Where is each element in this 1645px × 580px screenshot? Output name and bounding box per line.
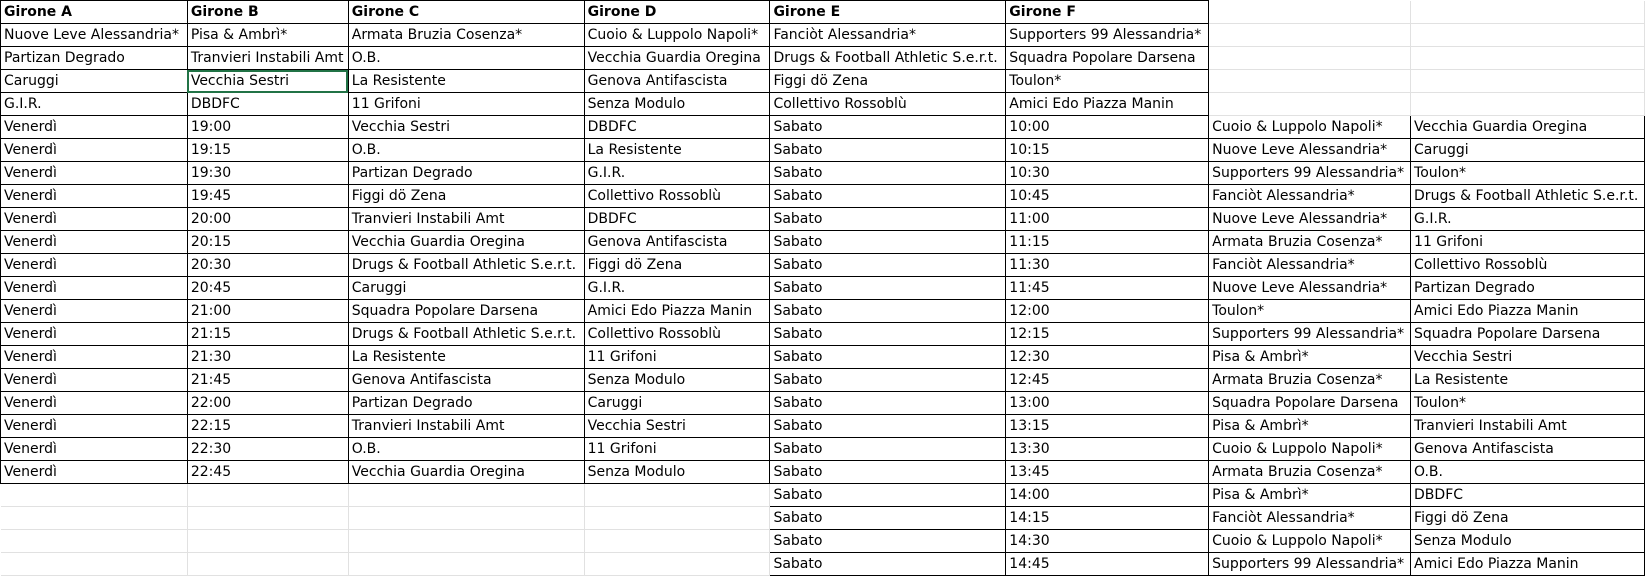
saturday-team-cell[interactable]: La Resistente xyxy=(1411,369,1645,392)
cell[interactable] xyxy=(1,530,188,553)
saturday-time-cell[interactable]: 14:30 xyxy=(1006,530,1209,553)
group-team-cell[interactable]: Senza Modulo xyxy=(584,93,770,116)
saturday-day-cell[interactable]: Sabato xyxy=(770,553,1006,576)
friday-team-cell[interactable]: 11 Grifoni xyxy=(584,346,770,369)
sheet-row xyxy=(1,392,1645,415)
saturday-team-cell[interactable]: DBDFC xyxy=(1411,484,1645,507)
cell[interactable] xyxy=(187,484,348,507)
sheet-row xyxy=(1,346,1645,369)
selected-cell[interactable]: Vecchia Sestri xyxy=(187,70,348,93)
sheet-row xyxy=(1,162,1645,185)
group-team-cell[interactable]: Figgi dö Zena xyxy=(770,70,1006,93)
friday-team-cell[interactable]: Senza Modulo xyxy=(584,369,770,392)
friday-day-cell[interactable]: Venerdì xyxy=(1,369,188,392)
saturday-day-cell[interactable]: Sabato xyxy=(770,484,1006,507)
group-team-cell[interactable]: Tranvieri Instabili Amt xyxy=(187,47,348,70)
saturday-time-cell[interactable]: 13:45 xyxy=(1006,461,1209,484)
friday-day-cell[interactable]: Venerdì xyxy=(1,208,188,231)
cell[interactable] xyxy=(584,484,770,507)
saturday-team-cell[interactable]: Nuove Leve Alessandria* xyxy=(1209,139,1411,162)
friday-day-cell[interactable]: Venerdì xyxy=(1,461,188,484)
saturday-team-cell[interactable]: Armata Bruzia Cosenza* xyxy=(1209,461,1411,484)
sheet-row xyxy=(1,24,1645,47)
saturday-team-cell[interactable]: Squadra Popolare Darsena xyxy=(1411,323,1645,346)
sheet-row xyxy=(1,484,1645,507)
friday-team-cell[interactable]: Collettivo Rossoblù xyxy=(584,185,770,208)
cell[interactable] xyxy=(1,507,188,530)
group-team-cell[interactable]: Squadra Popolare Darsena xyxy=(1006,47,1209,70)
sheet-row xyxy=(1,139,1645,162)
cell[interactable] xyxy=(1209,24,1411,47)
friday-time-cell[interactable]: 21:00 xyxy=(187,300,348,323)
sheet-row xyxy=(1,507,1645,530)
friday-time-cell[interactable]: 19:30 xyxy=(187,162,348,185)
friday-team-cell[interactable]: Tranvieri Instabili Amt xyxy=(348,415,584,438)
friday-team-cell[interactable]: Collettivo Rossoblù xyxy=(584,323,770,346)
friday-day-cell[interactable]: Venerdì xyxy=(1,438,188,461)
friday-time-cell[interactable]: 22:15 xyxy=(187,415,348,438)
friday-team-cell[interactable]: 11 Grifoni xyxy=(584,438,770,461)
saturday-day-cell[interactable]: Sabato xyxy=(770,185,1006,208)
saturday-day-cell[interactable]: Sabato xyxy=(770,346,1006,369)
friday-team-cell[interactable]: Genova Antifascista xyxy=(584,231,770,254)
saturday-team-cell[interactable]: Amici Edo Piazza Manin xyxy=(1411,300,1645,323)
cell[interactable] xyxy=(187,507,348,530)
friday-team-cell[interactable]: O.B. xyxy=(348,438,584,461)
cell[interactable] xyxy=(348,507,584,530)
cell[interactable] xyxy=(1411,1,1645,24)
saturday-team-cell[interactable]: Amici Edo Piazza Manin xyxy=(1411,553,1645,576)
cell[interactable] xyxy=(1411,70,1645,93)
cell[interactable] xyxy=(1209,1,1411,24)
saturday-team-cell[interactable]: Drugs & Football Athletic S.e.r.t. xyxy=(1411,185,1645,208)
sheet-row xyxy=(1,277,1645,300)
sheet-row xyxy=(1,553,1645,576)
group-header-cell[interactable]: Girone D xyxy=(584,1,770,24)
saturday-team-cell[interactable]: Toulon* xyxy=(1411,392,1645,415)
sheet-row xyxy=(1,70,1645,93)
cell[interactable] xyxy=(584,507,770,530)
saturday-team-cell[interactable]: Partizan Degrado xyxy=(1411,277,1645,300)
cell[interactable] xyxy=(1411,47,1645,70)
group-header-cell[interactable]: Girone E xyxy=(770,1,1006,24)
cell[interactable] xyxy=(1411,93,1645,116)
friday-team-cell[interactable]: Vecchia Sestri xyxy=(584,415,770,438)
saturday-day-cell[interactable]: Sabato xyxy=(770,139,1006,162)
saturday-day-cell[interactable]: Sabato xyxy=(770,415,1006,438)
saturday-time-cell[interactable]: 10:45 xyxy=(1006,185,1209,208)
friday-time-cell[interactable]: 21:45 xyxy=(187,369,348,392)
friday-team-cell[interactable]: Caruggi xyxy=(584,392,770,415)
sheet-row xyxy=(1,530,1645,553)
cell[interactable] xyxy=(584,553,770,576)
friday-team-cell[interactable]: Figgi dö Zena xyxy=(584,254,770,277)
friday-day-cell[interactable]: Venerdì xyxy=(1,185,188,208)
saturday-time-cell[interactable]: 13:30 xyxy=(1006,438,1209,461)
cell[interactable] xyxy=(1411,24,1645,47)
saturday-team-cell[interactable]: G.I.R. xyxy=(1411,208,1645,231)
saturday-team-cell[interactable]: Toulon* xyxy=(1209,300,1411,323)
cell[interactable] xyxy=(1,553,188,576)
friday-day-cell[interactable]: Venerdì xyxy=(1,415,188,438)
friday-time-cell[interactable]: 20:45 xyxy=(187,277,348,300)
saturday-day-cell[interactable]: Sabato xyxy=(770,277,1006,300)
saturday-team-cell[interactable]: Fanciòt Alessandria* xyxy=(1209,254,1411,277)
saturday-day-cell[interactable]: Sabato xyxy=(770,369,1006,392)
friday-team-cell[interactable]: O.B. xyxy=(348,139,584,162)
friday-team-cell[interactable]: Partizan Degrado xyxy=(348,392,584,415)
friday-day-cell[interactable]: Venerdì xyxy=(1,300,188,323)
saturday-time-cell[interactable]: 10:00 xyxy=(1006,116,1209,139)
sheet-row xyxy=(1,300,1645,323)
friday-time-cell[interactable]: 21:30 xyxy=(187,346,348,369)
saturday-team-cell[interactable]: Supporters 99 Alessandria* xyxy=(1209,323,1411,346)
saturday-team-cell[interactable]: Senza Modulo xyxy=(1411,530,1645,553)
group-team-cell[interactable]: Collettivo Rossoblù xyxy=(770,93,1006,116)
group-team-cell[interactable]: Toulon* xyxy=(1006,70,1209,93)
friday-team-cell[interactable]: DBDFC xyxy=(584,208,770,231)
saturday-team-cell[interactable]: Figgi dö Zena xyxy=(1411,507,1645,530)
sheet-row xyxy=(1,93,1645,116)
friday-team-cell[interactable]: Vecchia Sestri xyxy=(348,116,584,139)
friday-time-cell[interactable]: 20:15 xyxy=(187,231,348,254)
group-team-cell[interactable]: Pisa & Ambrì* xyxy=(187,24,348,47)
saturday-time-cell[interactable]: 10:30 xyxy=(1006,162,1209,185)
group-team-cell[interactable]: Vecchia Guardia Oregina xyxy=(584,47,770,70)
saturday-team-cell[interactable]: Collettivo Rossoblù xyxy=(1411,254,1645,277)
group-team-cell[interactable]: Genova Antifascista xyxy=(584,70,770,93)
friday-day-cell[interactable]: Venerdì xyxy=(1,162,188,185)
friday-team-cell[interactable]: Vecchia Guardia Oregina xyxy=(348,461,584,484)
friday-day-cell[interactable]: Venerdì xyxy=(1,392,188,415)
group-team-cell[interactable]: Cuoio & Luppolo Napoli* xyxy=(584,24,770,47)
cell[interactable] xyxy=(348,553,584,576)
friday-team-cell[interactable]: Senza Modulo xyxy=(584,461,770,484)
saturday-team-cell[interactable]: Fanciòt Alessandria* xyxy=(1209,185,1411,208)
sheet-row xyxy=(1,254,1645,277)
group-header-cell[interactable]: Girone C xyxy=(348,1,584,24)
saturday-team-cell[interactable]: 11 Grifoni xyxy=(1411,231,1645,254)
friday-team-cell[interactable]: Drugs & Football Athletic S.e.r.t. xyxy=(348,254,584,277)
group-team-cell[interactable]: Armata Bruzia Cosenza* xyxy=(348,24,584,47)
group-team-cell[interactable]: O.B. xyxy=(348,47,584,70)
saturday-team-cell[interactable]: Fanciòt Alessandria* xyxy=(1209,507,1411,530)
saturday-team-cell[interactable]: Cuoio & Luppolo Napoli* xyxy=(1209,530,1411,553)
saturday-team-cell[interactable]: Supporters 99 Alessandria* xyxy=(1209,553,1411,576)
saturday-team-cell[interactable]: Pisa & Ambrì* xyxy=(1209,346,1411,369)
sheet-row xyxy=(1,1,1645,24)
sheet-row xyxy=(1,47,1645,70)
friday-time-cell[interactable]: 22:00 xyxy=(187,392,348,415)
friday-day-cell[interactable]: Venerdì xyxy=(1,231,188,254)
saturday-day-cell[interactable]: Sabato xyxy=(770,208,1006,231)
friday-team-cell[interactable]: Caruggi xyxy=(348,277,584,300)
saturday-team-cell[interactable]: Tranvieri Instabili Amt xyxy=(1411,415,1645,438)
saturday-team-cell[interactable]: Vecchia Sestri xyxy=(1411,346,1645,369)
saturday-team-cell[interactable]: Cuoio & Luppolo Napoli* xyxy=(1209,438,1411,461)
group-team-cell[interactable]: Drugs & Football Athletic S.e.r.t. xyxy=(770,47,1006,70)
group-team-cell[interactable]: Amici Edo Piazza Manin xyxy=(1006,93,1209,116)
group-team-cell[interactable]: Nuove Leve Alessandria* xyxy=(1,24,188,47)
friday-team-cell[interactable]: Vecchia Guardia Oregina xyxy=(348,231,584,254)
saturday-team-cell[interactable]: Pisa & Ambrì* xyxy=(1209,484,1411,507)
sheet-row xyxy=(1,323,1645,346)
saturday-time-cell[interactable]: 13:00 xyxy=(1006,392,1209,415)
group-team-cell[interactable]: La Resistente xyxy=(348,70,584,93)
friday-team-cell[interactable]: Amici Edo Piazza Manin xyxy=(584,300,770,323)
cell[interactable] xyxy=(1,484,188,507)
sheet-row xyxy=(1,231,1645,254)
saturday-team-cell[interactable]: Armata Bruzia Cosenza* xyxy=(1209,231,1411,254)
friday-team-cell[interactable]: G.I.R. xyxy=(584,277,770,300)
friday-time-cell[interactable]: 20:30 xyxy=(187,254,348,277)
saturday-time-cell[interactable]: 11:00 xyxy=(1006,208,1209,231)
group-team-cell[interactable]: Supporters 99 Alessandria* xyxy=(1006,24,1209,47)
friday-day-cell[interactable]: Venerdì xyxy=(1,323,188,346)
saturday-team-cell[interactable]: O.B. xyxy=(1411,461,1645,484)
friday-team-cell[interactable]: G.I.R. xyxy=(584,162,770,185)
group-team-cell[interactable]: Partizan Degrado xyxy=(1,47,188,70)
saturday-team-cell[interactable]: Armata Bruzia Cosenza* xyxy=(1209,369,1411,392)
friday-team-cell[interactable]: Drugs & Football Athletic S.e.r.t. xyxy=(348,323,584,346)
friday-time-cell[interactable]: 22:45 xyxy=(187,461,348,484)
friday-time-cell[interactable]: 19:15 xyxy=(187,139,348,162)
friday-time-cell[interactable]: 22:30 xyxy=(187,438,348,461)
cell[interactable] xyxy=(348,484,584,507)
saturday-time-cell[interactable]: 14:45 xyxy=(1006,553,1209,576)
group-team-cell[interactable]: 11 Grifoni xyxy=(348,93,584,116)
saturday-day-cell[interactable]: Sabato xyxy=(770,507,1006,530)
saturday-time-cell[interactable]: 11:45 xyxy=(1006,277,1209,300)
saturday-team-cell[interactable]: Pisa & Ambrì* xyxy=(1209,415,1411,438)
sheet-row xyxy=(1,369,1645,392)
saturday-team-cell[interactable]: Squadra Popolare Darsena xyxy=(1209,392,1411,415)
friday-team-cell[interactable]: Figgi dö Zena xyxy=(348,185,584,208)
sheet-row xyxy=(1,116,1645,139)
saturday-team-cell[interactable]: Nuove Leve Alessandria* xyxy=(1209,208,1411,231)
saturday-time-cell[interactable]: 13:15 xyxy=(1006,415,1209,438)
friday-team-cell[interactable]: Partizan Degrado xyxy=(348,162,584,185)
friday-team-cell[interactable]: La Resistente xyxy=(348,346,584,369)
group-team-cell[interactable]: Caruggi xyxy=(1,70,188,93)
cell[interactable] xyxy=(187,553,348,576)
friday-team-cell[interactable]: Tranvieri Instabili Amt xyxy=(348,208,584,231)
friday-day-cell[interactable]: Venerdì xyxy=(1,254,188,277)
sheet-row xyxy=(1,185,1645,208)
friday-day-cell[interactable]: Venerdì xyxy=(1,346,188,369)
saturday-team-cell[interactable]: Cuoio & Luppolo Napoli* xyxy=(1209,116,1411,139)
friday-team-cell[interactable]: La Resistente xyxy=(584,139,770,162)
saturday-time-cell[interactable]: 11:30 xyxy=(1006,254,1209,277)
cell[interactable] xyxy=(1209,93,1411,116)
friday-day-cell[interactable]: Venerdì xyxy=(1,116,188,139)
group-team-cell[interactable]: DBDFC xyxy=(187,93,348,116)
group-header-cell[interactable]: Girone F xyxy=(1006,1,1209,24)
saturday-time-cell[interactable]: 11:15 xyxy=(1006,231,1209,254)
saturday-team-cell[interactable]: Vecchia Guardia Oregina xyxy=(1411,116,1645,139)
saturday-time-cell[interactable]: 14:00 xyxy=(1006,484,1209,507)
friday-team-cell[interactable]: Squadra Popolare Darsena xyxy=(348,300,584,323)
saturday-time-cell[interactable]: 12:30 xyxy=(1006,346,1209,369)
saturday-day-cell[interactable]: Sabato xyxy=(770,162,1006,185)
saturday-team-cell[interactable]: Genova Antifascista xyxy=(1411,438,1645,461)
saturday-time-cell[interactable]: 12:15 xyxy=(1006,323,1209,346)
friday-time-cell[interactable]: 19:45 xyxy=(187,185,348,208)
friday-time-cell[interactable]: 19:00 xyxy=(187,116,348,139)
saturday-day-cell[interactable]: Sabato xyxy=(770,461,1006,484)
friday-team-cell[interactable]: DBDFC xyxy=(584,116,770,139)
saturday-day-cell[interactable]: Sabato xyxy=(770,392,1006,415)
saturday-team-cell[interactable]: Supporters 99 Alessandria* xyxy=(1209,162,1411,185)
sheet-row xyxy=(1,438,1645,461)
sheet-row xyxy=(1,415,1645,438)
saturday-day-cell[interactable]: Sabato xyxy=(770,231,1006,254)
sheet-row xyxy=(1,208,1645,231)
friday-day-cell[interactable]: Venerdì xyxy=(1,139,188,162)
saturday-time-cell[interactable]: 10:15 xyxy=(1006,139,1209,162)
cell[interactable] xyxy=(584,530,770,553)
sheet-row xyxy=(1,461,1645,484)
friday-time-cell[interactable]: 21:15 xyxy=(187,323,348,346)
cell[interactable] xyxy=(1209,70,1411,93)
friday-team-cell[interactable]: Genova Antifascista xyxy=(348,369,584,392)
group-team-cell[interactable]: G.I.R. xyxy=(1,93,188,116)
saturday-day-cell[interactable]: Sabato xyxy=(770,438,1006,461)
cell[interactable] xyxy=(348,530,584,553)
saturday-team-cell[interactable]: Toulon* xyxy=(1411,162,1645,185)
saturday-day-cell[interactable]: Sabato xyxy=(770,323,1006,346)
friday-time-cell[interactable]: 20:00 xyxy=(187,208,348,231)
group-team-cell[interactable]: Fanciòt Alessandria* xyxy=(770,24,1006,47)
saturday-time-cell[interactable]: 12:00 xyxy=(1006,300,1209,323)
saturday-day-cell[interactable]: Sabato xyxy=(770,300,1006,323)
saturday-day-cell[interactable]: Sabato xyxy=(770,254,1006,277)
saturday-team-cell[interactable]: Nuove Leve Alessandria* xyxy=(1209,277,1411,300)
saturday-day-cell[interactable]: Sabato xyxy=(770,116,1006,139)
saturday-team-cell[interactable]: Caruggi xyxy=(1411,139,1645,162)
cell[interactable] xyxy=(1209,47,1411,70)
saturday-time-cell[interactable]: 14:15 xyxy=(1006,507,1209,530)
group-header-cell[interactable]: Girone A xyxy=(1,1,188,24)
saturday-time-cell[interactable]: 12:45 xyxy=(1006,369,1209,392)
group-header-cell[interactable]: Girone B xyxy=(187,1,348,24)
cell[interactable] xyxy=(187,530,348,553)
friday-day-cell[interactable]: Venerdì xyxy=(1,277,188,300)
saturday-day-cell[interactable]: Sabato xyxy=(770,530,1006,553)
